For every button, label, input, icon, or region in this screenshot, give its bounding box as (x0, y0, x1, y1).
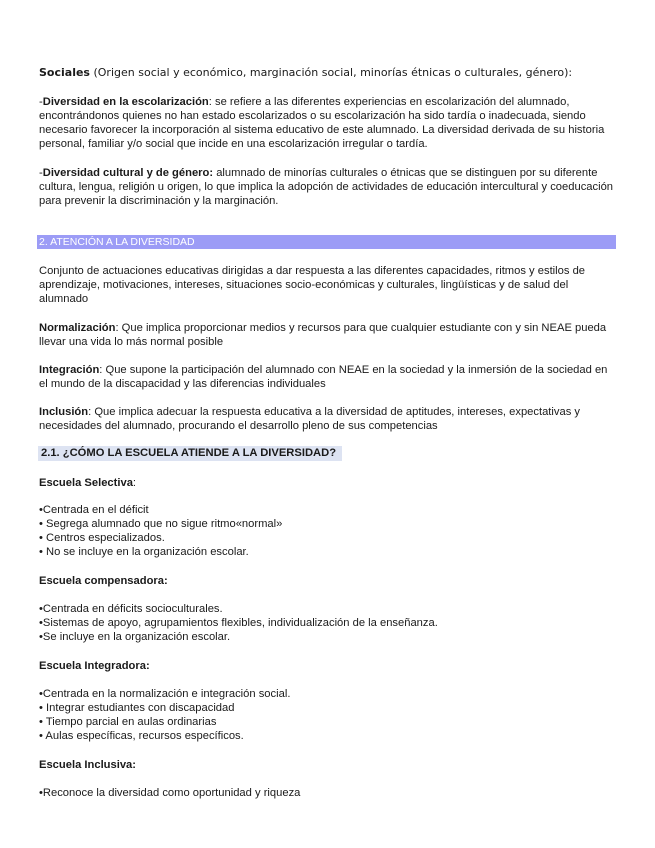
escuela-inclusiva-label: Escuela Inclusiva: (39, 759, 137, 771)
inclusion-label: Inclusión (39, 406, 89, 418)
dash: - (39, 167, 43, 179)
escuela-selectiva-list (39, 503, 619, 559)
list-item: • No se incluye en la organización escolar. (39, 546, 249, 558)
diversidad-cultural-label: Diversidad cultural y de género: (42, 167, 214, 179)
diversidad-escolarizacion-paragraph (39, 95, 619, 151)
integracion-paragraph (39, 363, 619, 391)
normalizacion-text: : Que implica proporcionar medios y recursos para que cualquier estudiante con y sin NEAE pueda llevar una vida lo más normal posible (39, 322, 607, 348)
list-item: • Tiempo parcial en aulas ordinarias (39, 716, 217, 728)
list-item: •Centrada en el déficit (39, 504, 149, 516)
section-heading: 2. ATENCIÓN A LA DIVERSIDAD (37, 235, 616, 249)
colon: : (132, 477, 137, 489)
list-item: • Aulas específicas, recursos específicos. (39, 730, 244, 742)
normalizacion-label: Normalización (39, 322, 116, 334)
sociales-text: (Origen social y económico, marginación social, minorías étnicas o culturales, género): (89, 66, 573, 79)
dash: - (39, 96, 43, 108)
inclusion-text: : Que implica adecuar la respuesta educativa a la diversidad de aptitudes, intereses, expectativas y necesidades del alumnado, procurando el desarrollo pleno de sus competencias (39, 406, 581, 432)
diversidad-cultural-text: alumnado de minorías culturales o étnicas que se distinguen por su diferente cultura, lengua, religión u origen, lo que implica la adopción de actividades de educación intercultural y coeducación para prevenir la discriminación y la marginación. (39, 167, 614, 207)
escuela-selectiva-title (39, 476, 619, 490)
escuela-integradora-label: Escuela Integradora: (39, 660, 150, 672)
subsection-heading: 2.1. ¿CÓMO LA ESCUELA ATIENDE A LA DIVERSIDAD? (38, 446, 342, 461)
list-item: •Reconoce la diversidad como oportunidad y riqueza (39, 787, 301, 799)
integracion-label: Integración (39, 364, 100, 376)
list-item: • Integrar estudiantes con discapacidad (39, 702, 235, 714)
integracion-text: : Que supone la participación del alumnado con NEAE en la sociedad y la inmersión de la sociedad en el mundo de la discapacidad y las diferencias individuales (39, 364, 608, 390)
section-intro: Conjunto de actuaciones educativas dirigidas a dar respuesta a las diferentes capacidades, ritmos y estilos de aprendizaje, motivaciones, intereses, situaciones socio-económicas y culturales, lingüísticas y de salud del alumnado (39, 265, 586, 305)
list-item: •Se incluye en la organización escolar. (39, 631, 231, 643)
diversidad-cultural-paragraph (39, 166, 619, 208)
escuela-compensadora-label: Escuela compensadora: (39, 575, 168, 587)
diversidad-escolarizacion-text: : se refiere a las diferentes experiencias en escolarización del alumnado, encontrándonos quienes no han estado escolarizados o su escolarización ha sido tardía o inadecuada, siendo necesario favorecer la incorporación al sistema educativo de este alumnado. La diversidad derivada de su historia personal, familiar y/o social que incide en una escolarización irregular o tardía. (39, 96, 605, 150)
inclusion-paragraph (39, 405, 619, 433)
list-item: •Sistemas de apoyo, agrupamientos flexibles, individualización de la enseñanza. (39, 617, 438, 629)
escuela-inclusiva-title (39, 758, 619, 772)
list-item: •Centrada en déficits socioculturales. (39, 603, 223, 615)
normalizacion-paragraph (39, 321, 619, 349)
list-item: • Segrega alumnado que no sigue ritmo«normal» (39, 518, 283, 530)
escuela-compensadora-title (39, 574, 619, 588)
escuela-compensadora-list (39, 602, 619, 644)
escuela-inclusiva-list (39, 786, 619, 800)
diversidad-escolarizacion-label: Diversidad en la escolarización (42, 96, 209, 108)
sociales-paragraph (39, 66, 619, 80)
list-item: •Centrada en la normalización e integración social. (39, 688, 291, 700)
escuela-integradora-list (39, 687, 619, 743)
escuela-selectiva-label: Escuela Selectiva (39, 477, 133, 489)
list-item: • Centros especializados. (39, 532, 165, 544)
escuela-integradora-title (39, 659, 619, 673)
sociales-label: Sociales (39, 66, 90, 79)
